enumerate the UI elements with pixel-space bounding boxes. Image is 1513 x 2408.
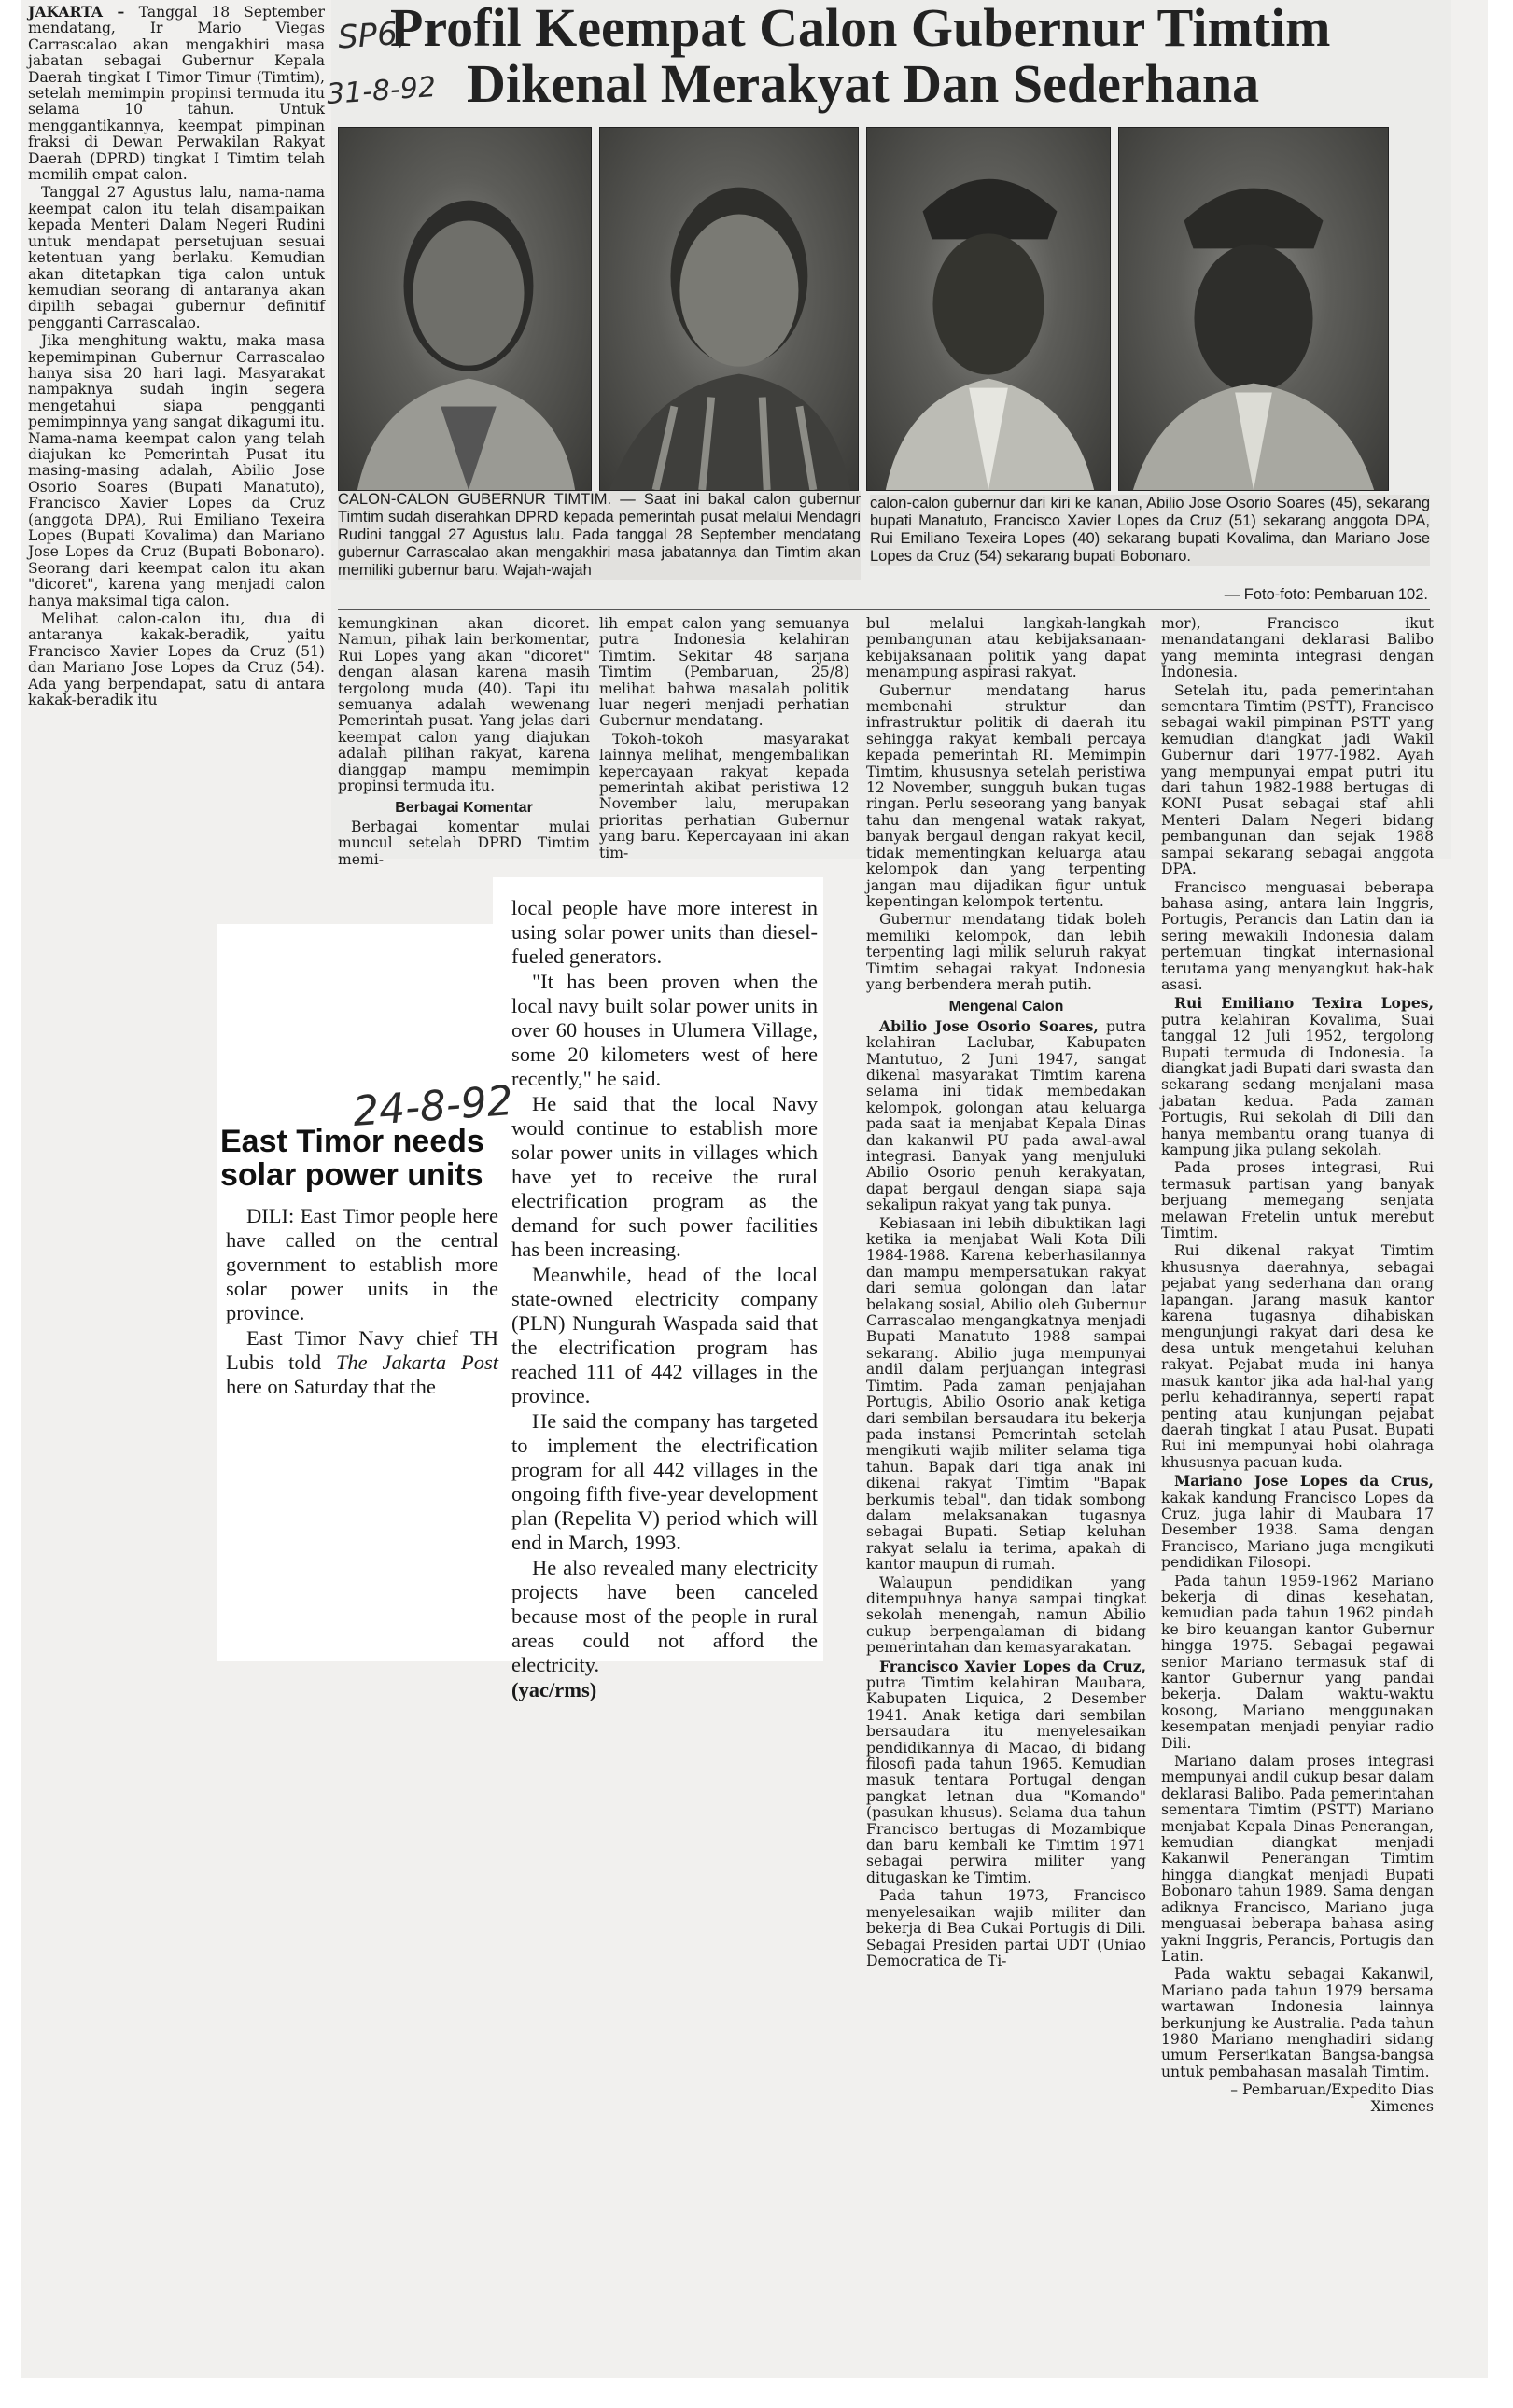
byline: – Pembaruan/Expedito Dias Ximenes	[1230, 2081, 1434, 2115]
paragraph	[1161, 1473, 1434, 1571]
paragraph: Gubernur mendatang tidak boleh memiliki kelompok, dan lebih terpenting lagi milik seluruh rakyat Timtim sebagai rakyat Indonesia yang berbendera merah putih.	[866, 911, 1146, 993]
paragraph: He said that the local Navy would continue to establish more solar power units in villages which have yet to receive the rural electrification program as the demand for such power facilities has been increasing.	[511, 1092, 818, 1261]
paragraph: He also revealed many electricity projects have been canceled because most of the people in rural areas could not afford the electricity.	[511, 1556, 818, 1676]
article-column-2	[338, 616, 590, 870]
paragraph: lih empat calon yang semuanya putra Indonesia kelahiran Timtim. Sekitar 48 sarjana Timtim (Pembaruan, 25/8) melihat bahwa masalah politik luar negeri menjadi perhatian Gubernur mendatang.	[599, 615, 849, 730]
paragraph: Pada waktu sebagai Kakanwil, Mariano pada tahun 1979 bersama wartawan Indonesia lainnya berkunjung ke Australia. Pada tahun 1980 Mariano menghadiri sidang umum Perserikatan Bangsa-bangsa untuk pembahasan masalah Timtim.	[1161, 1966, 1434, 2080]
credit: (yac/rms)	[511, 1678, 597, 1701]
publication-name: The Jakarta Post	[335, 1351, 498, 1374]
candidate-photo-2	[599, 127, 859, 491]
photo-caption-right: calon-calon gubernur dari kiri ke kanan, Abilio Jose Osorio Soares (45), sekarang bupati Manatuto, Francisco Xavier Lopes da Cruz (51) sekarang anggota DPA, Rui Emiliano Texeira Lopes (40) sekarang bupati Kovalima, dan Mariano Jose Lopes da Cruz (54) sekarang bupati Bobonaro.	[870, 495, 1430, 565]
article-column-3	[599, 616, 849, 863]
article-column-5	[1161, 616, 1434, 2117]
paragraph: He said the company has targeted to implement the electrification program for all 442 villages in the ongoing fifth five-year development plan (Repelita V) period which will end in March, 1993.	[511, 1409, 818, 1554]
paragraph	[1161, 995, 1434, 1158]
paragraph: Kebiasaan ini lebih dibuktikan lagi ketika ia menjabat Wali Kota Dili 1984-1988. Karena keberhasilannya dan mampu mempersatukan rakyat dari semua golongan dan latar belakang sosial, Abilio oleh Gubernur Carrascalao mengangkatnya menjadi Bupati Manatuto 1988 sampai sekarang. Abilio juga mempunyai andil dalam perjuangan integrasi Timtim. Pada zaman penjajahan Portugis, Abilio Osorio anak ketiga dari sembilan bersaudara itu bekerja pada instansi Pemerintah setelah mengikuti wajib militer selama tiga tahun. Bapak dari tiga anak ini dikenal rakyat Timtim "Bapak berkumis tebal", dan tidak sombong dalam melaksanakan tugasnya sebagai Bupati. Setiap keluhan rakyat selalu ia terima, apakah di kantor maupun di rumah.	[866, 1214, 1146, 1574]
english-column-1	[226, 1204, 498, 1400]
paragraph: bul melalui langkah-langkah pembangunan atau kebijaksanaan-kebijaksanaan politik yang dapat menampung aspirasi rakyat.	[866, 615, 1146, 681]
paragraph: Pada proses integrasi, Rui termasuk partisan yang banyak berjuang memegang senjata melawan Fretelin untuk merebut Timtim.	[1161, 1159, 1434, 1242]
candidate-name: Mariano Jose Lopes da Crus,	[1174, 1472, 1434, 1491]
candidate-photo-3	[866, 127, 1111, 491]
paragraph-text: putra kelahiran Kovalima, Suai tanggal 12 Juli 1952, tergolong Bupati termuda di Indonesia. Ia diangkat jadi Bupati dari swasta dan sekarang sedang menjalani masa jabatan kedua. Pada zaman Portugis, Rui sekolah di Dili dan hanya membantu orang tuanya di kampung jika pulang sekolah.	[1161, 1011, 1434, 1158]
paragraph: Setelah itu, pada pemerintahan sementara Timtim (PSTT), Francisco sebagai wakil pimpinan PSTT yang kemudian diangkat jadi Wakil Gubernur dari 1977-1982. Ayah yang mempunyai empat putri itu dari tahun 1982-1988 bertugas di KONI Pusat sebagai staf ahli Menteri Dalam Negeri bidang pembangunan dan sejak 1988 sampai sekarang sebagai anggota DPA.	[1161, 681, 1434, 878]
caption-divider	[338, 609, 1430, 610]
headline-line-1: Profil Keempat Calon Gubernur Timtim	[390, 0, 1331, 58]
paragraph-text: putra kelahiran Laclubar, Kabupaten Mantutuo, 2 Juni 1947, sangat dikenal masyarakat Timtim karena selama ini tidak membedakan kelompok, golongan atau keluarga pada saat ia menjabat Kepala Dinas dan kakanwil PU pada awal-awal integrasi. Banyak yang menjuluki Abilio Osorio penuh kerakyatan, dapat bergaul dengan siapa saja sekalipun rakyat yang tak punya.	[866, 1017, 1146, 1214]
paragraph: "It has been proven when the local navy built solar power units in over 60 houses in Ulumera Village, some 20 kilometers west of here recently," he said.	[511, 970, 818, 1090]
candidate-photo-4	[1118, 127, 1389, 491]
paragraph: Walaupun pendidikan yang ditempuhnya hanya sampai tingkat sekolah menengah, namun Abilio cukup berpengalaman di bidang pemerintahan dan kemasyarakatan.	[866, 1574, 1146, 1657]
photo-caption-left: CALON-CALON GUBERNUR TIMTIM. — Saat ini bakal calon gubernur Timtim sudah diserahkan DPRD kepada pemerintah pusat melalui Mendagri Rudini tanggal 27 Agustus lalu. Pada tanggal 28 September mendatang gubernur Carrascalao akan mengakhiri masa jabatannya dan Timtim akan memiliki gubernur baru. Wajah-wajah	[338, 491, 861, 579]
paragraph	[226, 1326, 498, 1399]
paragraph: Mariano dalam proses integrasi mempunyai andil cukup besar dalam deklarasi Balibo. Pada pemerintahan sementara Timtim (PSTT) Mariano menjabat Kepala Dinas Penerangan, kemudian diangkat menjadi Kakanwil Penerangan Timtim hingga diangkat menjadi Bupati Bobonaro tahun 1989. Sama dengan adiknya Francisco, Mariano juga menguasai beberapa bahasa asing yakni Inggris, Perancis, Portugis dan Latin.	[1161, 1753, 1434, 1965]
candidate-photo-1	[338, 127, 592, 491]
paragraph: Pada tahun 1973, Francisco menyelesaikan wajib militer dan bekerja di Bea Cukai Portugis di Dili. Sebagai Presiden partai UDT (Uniao Democratica de Ti-	[866, 1887, 1146, 1969]
headline-line-2: Dikenal Merakyat Dan Sederhana	[467, 53, 1260, 114]
handwritten-date-english: 24-8-92	[351, 1077, 515, 1136]
dateline: JAKARTA –	[28, 3, 139, 21]
paragraph	[866, 1659, 1146, 1887]
paragraph: Tanggal 27 Agustus lalu, nama-nama keempat calon itu telah disampaikan kepada Menteri Dalam Negeri Rudini untuk mendapat persetujuan sesuai ketentuan yang berlaku. Kemudian akan ditetapkan tiga calon untuk kemudian seorang di antaranya akan dipilih sebagai gubernur definitif pengganti Carrascalao.	[28, 184, 325, 331]
paragraph	[866, 1018, 1146, 1214]
candidate-name: Francisco Xavier Lopes da Cruz,	[879, 1657, 1146, 1675]
paragraph-text: kakak kandung Francisco Lopes da Cruz, juga lahir di Maubara 17 Desember 1938. Sama dengan Francisco, Mariano juga mengikuti pendidikan Filosopi.	[1161, 1489, 1434, 1572]
paragraph-text: Tanggal 18 September mendatang, Ir Mario Viegas Carrascalao akan mengakhiri masa jabatan sebagai Gubernur Kepala Daerah tingkat I Timor Timur (Timtim), setelah memimpin propinsi termuda itu selama 10 tahun. Untuk menggantikannya, keempat pimpinan fraksi di Dewan Perwakilan Rakyat Daerah (DPRD) tingkat I Timtim telah memilih empat calon.	[28, 4, 325, 184]
handwritten-code: SP6,	[336, 14, 409, 57]
paragraph: Tokoh-tokoh masyarakat lainnya melihat, mengembalikan kepercayaan rakyat kepada pemerintah akibat peristiwa 12 November lalu, merupakan prioritas perhatian Gubernur yang baru. Kepercayaan ini akan tim-	[599, 730, 849, 861]
paragraph: kemungkinan akan dicoret. Namun, pihak lain berkomentar, Rui Lopes yang akan "dicoret" dengan alasan karena masih tergolong muda (40). Tapi itu semuanya adalah wewenang Pemerintah pusat. Yang jelas dari keempat calon yang diajukan adalah pilihan rakyat, karena dianggap mampu memimpin propinsi termuda itu.	[338, 615, 590, 795]
subheading: Berbagai Komentar	[395, 800, 533, 817]
english-headline	[220, 1125, 500, 1192]
paragraph: Meanwhile, head of the local state-owned electricity company (PLN) Nungurah Waspada said that the electrification program has reached 111 of 442 villages in the province.	[511, 1263, 818, 1407]
paragraph: Francisco menguasai beberapa bahasa asing, antara lain Inggris, Portugis, Perancis dan Latin dan ia sering mewakili Indonesia dalam pertemuan tingkat internasional terutama yang menyangkut hak-hak asasi.	[1161, 878, 1434, 993]
paragraph: Berbagai komentar mulai muncul setelah DPRD Timtim memi-	[338, 818, 590, 868]
english-headline-line-2: solar power units	[220, 1157, 483, 1193]
english-column-2	[511, 896, 818, 1703]
paragraph: Pada tahun 1959-1962 Mariano bekerja di dinas kesehatan, kemudian pada tahun 1962 pindah ke biro keuangan kantor Gubernur hingga 1975. Sebagai pegawai senior Mariano termasuk staf di kantor Gubernur yang pandai bekerja. Dalam waktu-waktu kosong, Mariano menggunakan kesempatan menjadi penyiar radio Dili.	[1161, 1572, 1434, 1752]
paragraph-text: East Timor Navy chief TH Lubis told	[226, 1326, 498, 1374]
paragraph: Gubernur mendatang harus membenahi struktur dan infrastruktur politik di daerah itu sehingga rakyat kembali percaya kepada pemerintah RI. Memimpin Timtim, khususnya setelah peristiwa 12 November, sungguh bukan tugas ringan. Perlu seseorang yang banyak tahu dan mengenal watak rakyat, banyak bergaul dengan rakyat kecil, tidak mementingkan keluarga atau kelompok dan yang terpenting jangan mau dijadikan figur untuk kepentingan kelompok tertentu.	[866, 681, 1146, 910]
subheading: Mengenal Calon	[948, 999, 1064, 1015]
handwritten-date: 31-8-92	[325, 70, 438, 112]
candidate-name: Rui Emiliano Texira Lopes,	[1174, 994, 1434, 1013]
candidate-name: Abilio Jose Osorio Soares,	[879, 1016, 1099, 1035]
article-column-1	[28, 4, 325, 710]
paragraph-text: here on Saturday that the	[226, 1375, 436, 1398]
paragraph: Jika menghitung waktu, maka masa kepemimpinan Gubernur Carrascalao hanya sisa 20 hari lagi. Masyarakat nampaknya sudah ingin segera mengetahui siapa pengganti pemimpinnya yang sangat dikagumi itu. Nama-nama keempat calon yang telah diajukan ke Pemerintah Pusat itu masing-masing adalah, Abilio Jose Osorio Soares (Bupati Manatuto), Francisco Xavier Lopes da Cruz (anggota DPA), Rui Emiliano Texeira Lopes (Bupati Kovalima) dan Mariano Jose Lopes da Cruz (Bupati Bobonaro). Seorang dari keempat calon itu akan "dicoret", karena yang menjadi calon hanya maksimal tiga calon.	[28, 332, 325, 609]
paragraph: Rui dikenal rakyat Timtim khususnya daerahnya, sebagai pejabat yang sederhana dan orang lapangan. Jarang masuk kantor karena tugasnya dihabiskan mengunjungi rakyat dari desa ke desa untuk mengetahui keluhan rakyat. Pejabat muda ini hanya masuk kantor jika ada hal-hal yang perlu kehadirannya, seperti rapat penting atau kunjungan pejabat daerah tingkat I atau Pusat. Bupati Rui ini mempunyai hobi olahraga khususnya pacuan kuda.	[1161, 1242, 1434, 1471]
paragraph: mor), Francisco ikut menandatangani deklarasi Balibo yang meminta integrasi dengan Indonesia.	[1161, 615, 1434, 681]
paragraph: local people have more interest in using solar power units than diesel-fueled generators.	[511, 896, 818, 968]
article-column-4	[866, 616, 1146, 1971]
paragraph-text: putra Timtim kelahiran Maubara, Kabupaten Liquica, 2 Desember 1941. Anak ketiga dari sembilan bersaudara itu menyelesaikan pendidikannya di Macao, di bidang filosofi pada tahun 1965. Kemudian masuk tentara Portugal dengan pangkat letnan dua "Komando" (pasukan khusus). Selama dua tahun Francisco bertugas di Mozambique dan baru kembali ke Timtim 1971 sebagai perwira militer yang ditugaskan ke Timtim.	[866, 1674, 1146, 1886]
paragraph	[28, 4, 325, 183]
paragraph: Melihat calon-calon itu, dua di antaranya kakak-beradik, yaitu Francisco Xavier Lopes da Cruz (51) dan Mariano Jose Lopes da Cruz (54). Ada yang berpendapat, satu di antara kakak-beradik itu	[28, 610, 325, 709]
paragraph: DILI: East Timor people here have called on the central government to establish more solar power units in the province.	[226, 1204, 498, 1324]
photo-credit: — Foto-foto: Pembaruan 102.	[1224, 586, 1428, 603]
english-headline-line-1: East Timor needs	[220, 1124, 484, 1159]
